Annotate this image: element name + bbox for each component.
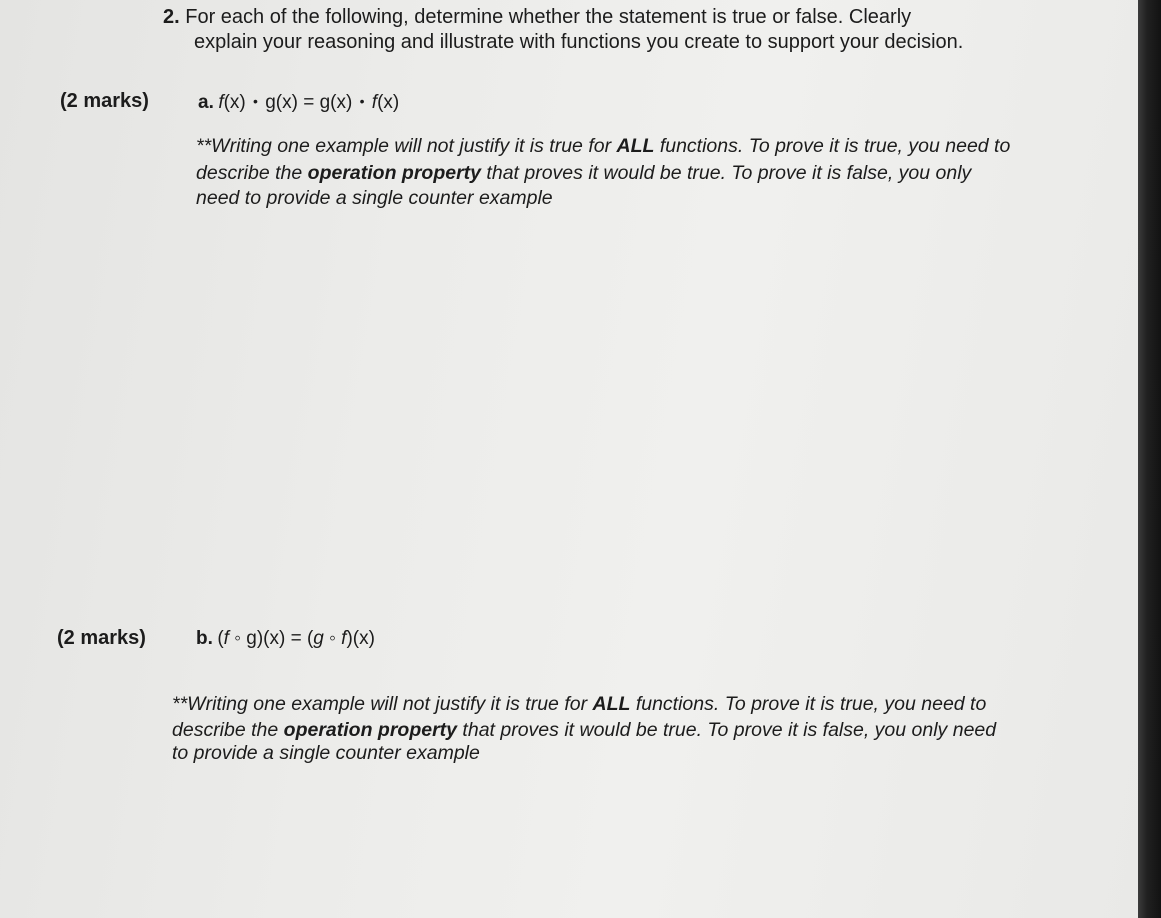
- part-a-label: a.: [198, 92, 214, 113]
- part-a-marks: (2 marks): [60, 90, 149, 112]
- question-text-1: For each of the following, determine whether the statement is true or false. Clearly: [185, 6, 912, 28]
- part-b-note-line-1: **Writing one example will not justify it is true for ALL functions. To prove it is true, you need to: [172, 693, 987, 715]
- part-a-note-line-3: need to provide a single counter example: [196, 187, 553, 209]
- question-line-1: [163, 5, 911, 29]
- part-b-equation: (f ◦ g)(x) = (g ◦ f)(x): [217, 628, 375, 649]
- question-line-2: [194, 30, 963, 54]
- part-b-note-line-3: to provide a single counter example: [172, 742, 480, 764]
- part-a-statement: [198, 92, 399, 114]
- part-a-note-line-1: **Writing one example will not justify it is true for ALL functions. To prove it is true, you need to: [196, 135, 1011, 157]
- part-b-marks: (2 marks): [57, 627, 146, 649]
- part-a-note-line-2: describe the operation property that proves it would be true. To prove it is false, you only: [196, 162, 972, 184]
- question-text-2: explain your reasoning and illustrate with functions you create to support your decision.: [194, 31, 964, 53]
- part-b-label: b.: [196, 628, 213, 649]
- part-b-statement: [196, 628, 375, 650]
- part-b-note-line-2: describe the operation property that proves it would be true. To prove it is false, you only need: [172, 719, 997, 741]
- background-edge: [1138, 0, 1161, 918]
- part-a-equation: f(x) • g(x) = g(x) • f(x): [218, 92, 400, 113]
- question-number: 2.: [163, 6, 180, 28]
